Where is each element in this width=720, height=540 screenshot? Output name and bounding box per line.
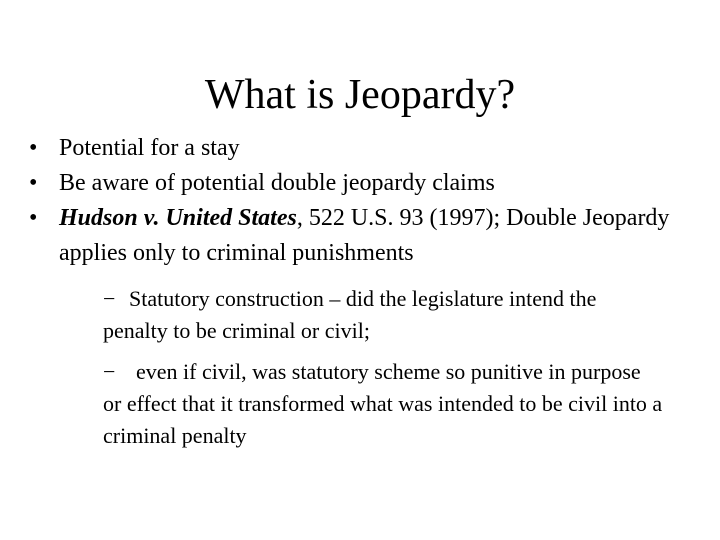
bullet-item [0,131,679,166]
bullet-item [0,166,679,201]
sub-bullet-text: Statutory construction – did the legislature intend the penalty to be criminal or civil; [103,286,597,343]
slide-title: What is Jeopardy? [204,72,516,118]
bullet-marker: • [29,135,38,161]
bullet-text: Potential for a stay [59,135,240,161]
sub-bullet-item [0,356,663,452]
sub-bullet-marker: − [103,359,116,384]
sub-bullet-marker: − [103,286,116,311]
bullet-text: Be aware of potential double jeopardy claims [59,170,495,196]
bullet-item [0,201,679,271]
sub-bullet-item [0,283,663,347]
case-name: Hudson v. United States [59,205,297,231]
bullet-marker: • [29,170,38,196]
bullet-list [0,131,720,271]
bullet-text: , 522 U.S. 93 (1997); Double Jeopardy applies only to criminal punishments [59,205,670,266]
sub-bullet-list [0,283,720,452]
sub-bullet-text: even if civil, was statutory scheme so punitive in purpose or effect that it transformed what was intended to be civil into a criminal penalty [103,359,663,448]
bullet-marker: • [29,205,38,231]
